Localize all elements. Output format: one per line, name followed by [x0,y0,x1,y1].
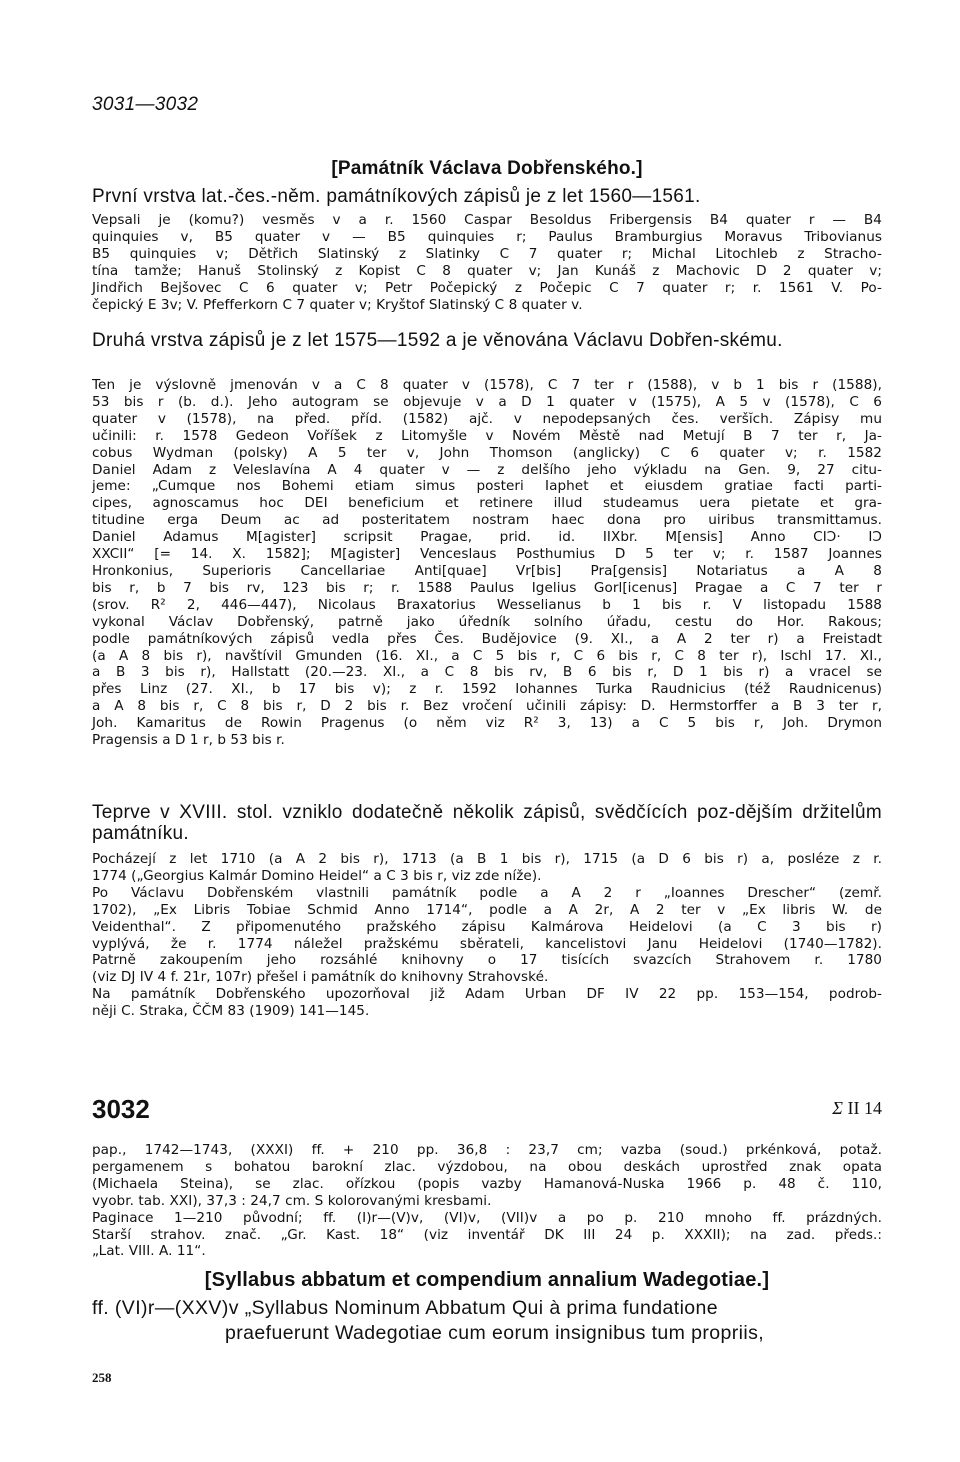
text-line: Po Václavu Dobřenském vlastnili památník podle a A 2 r „Ioannes Drescher“ (zemř. [92,884,882,901]
text-line: Veidenthal“. Z připomenutého pražského zápisu Kalmárova Heidelovi (a C 3 bis r) [92,918,882,935]
text-line: titudine erga Deum ac ad posteritatem nostram haec dona pro uiribus transmittamus. [92,512,882,529]
text-line: Pragensis a D 1 r, b 53 bis r. [92,732,285,749]
text-line: podle památníkových zápisů vedla přes Čes. Budějovice (9. XI., a A 2 ter r) a Freistadt [92,630,882,647]
entry-3031-layer-2: Druhá vrstva zápisů je z let 1575—1592 a je věnována Václavu Dobřen-skému. [92,330,783,351]
shelfmark-symbol: Σ [832,1098,843,1118]
text-line: Hronkonius, Superioris Cancellariae Anti[quae] Vr[bis] Pra[gensis] Notariatus a A 8 [92,562,882,579]
page-number: 258 [92,1370,112,1385]
text-line: Na památník Dobřenského upozorňoval již Adam Urban DF IV 22 pp. 153—154, podrob- [92,986,882,1003]
text-line: učinili: r. 1578 Gedeon Voříšek z Litomyšle v Novém Městě nad Metují B 7 ter r, Ja- [92,427,882,444]
text-line: quinquies v, B5 quater v — B5 quinquies r; Paulus Bramburgius Moravus Tribovianus [92,228,882,245]
text-line: B5 quinquies v; Dětřich Slatinský z Slatinky C 7 quater r; Michal Litochleb z Stracho- [92,245,882,262]
text-line: quater v (1578), na před. příd. (1582) ajč. v nepodepsaných čes. veršĭch. Zápisy mu [92,410,882,427]
entry-3031-paragraph-3 [92,851,882,1020]
text-line: 53 bis r (b. d.). Jeho autogram se objevuje v a D 1 quater v (1575), A 5 v (1578), C 6 [92,393,882,410]
text-line: (a A 8 bis r), navštívil Gmunden (16. XI., a C 5 bis r, C 6 bis r, C 8 ter r), Ischl 17. XI., [92,647,882,664]
text-line: Ten je výslovně jmenován v a C 8 quater v (1578), C 7 ter r (1588), v b 1 bis r (1588), [92,377,882,393]
text-line: pap., 1742—1743, (XXXI) ff. + 210 pp. 36,8 : 23,7 cm; vazba (soud.) prkénková, potaž. [92,1142,882,1158]
text-line: a A 8 bis r, C 8 bis r, D 2 bis r. Bez vročení učinili zápisy: D. Hermstorffer a B 3 ter r, [92,698,882,715]
text-line: XXCII“ [= 14. X. 1582]; M[agister] Venceslaus Posthumius D 5 ter v; r. 1587 Joannes [92,546,882,563]
text-line: Starší strahov. znač. „Gr. Kast. 18“ (viz inventář DK III 24 p. XXXII); na zad. předs.: [92,1226,882,1243]
entry-3031-title: [Památník Václava Dobřenského.] [331,158,643,179]
text-line: cipes, agnoscamus hoc DEI beneficium et retinere illud studeamus uera pietate et gra- [92,495,882,512]
text-line: (Michaela Steina), se zlac. ořízkou (popis vazby Hamanová-Nuska 1966 p. 48 č. 110, [92,1175,882,1192]
running-head: 3031—3032 [92,94,199,115]
text-line: jeme: „Cumque nos Bohemi etiam simus posteri Iaphet et eiusdem gratiae facti parti- [92,478,882,495]
folio-line-1: ff. (VI)r—(XXV)v „Syllabus Nominum Abbatum Qui à prima fundatione [92,1297,719,1319]
entry-3031-paragraph-2 [92,377,882,749]
folio-line-2: praefuerunt Wadegotiae cum eorum insignibus tum propriis, [225,1322,765,1344]
text-line: Vepsali je (komu?) vesměs v a r. 1560 Caspar Besoldus Fribergensis B4 quater r — B4 [92,212,882,228]
text-line: (srov. R² 2, 446—447), Nicolaus Braxatorius Wesselianus b 1 bis r. V listopadu 1588 [92,596,882,613]
entry-3032-folio-text [92,1296,882,1346]
entry-3031-layer-3: Teprve v XVIII. stol. vzniklo dodatečně několik zápisů, svědčících poz-dějším držitelům památníku. [92,802,882,844]
entry-3032-title: [Syllabus abbatum et compendium annalium Wadegotiae.] [204,1269,770,1291]
text-line: něji C. Straka, ČČM 83 (1909) 141—145. [92,1003,370,1020]
text-line: Joh. Kamaritus de Rowin Pragenus (o něm viz R² 3, 13) a C 5 bis r, Joh. Drymon [92,715,882,732]
text-line: Jindřich Bejšovec C 6 quater v; Petr Počepický z Počepic C 7 quater r; r. 1561 V. Po- [92,279,882,296]
text-line: Patrně zakoupením jeho rozsáhlé knihovny o 17 tisících svazcích Strahovem r. 1780 [92,952,882,969]
text-line: „Lat. VIII. A. 11“. [92,1243,206,1260]
text-line: a B 3 bis r), Hallstatt (20.—23. XI., a C 8 bis rv, B 6 bis r, D 1 bis r) a vracel se [92,664,882,681]
text-line: Daniel Adamus M[agister] scripsit Pragae, prid. id. IIXbr. M[ensis] Anno CIↃ· IↃ [92,529,882,546]
text-line: čepický E 3v; V. Pfefferkorn C 7 quater v; Kryštof Slatinský C 8 quater v. [92,296,583,313]
entry-3031-intro: První vrstva lat.-čes.-něm. památníkových zápisů je z let 1560—1561. [92,186,701,207]
shelfmark-value: II 14 [847,1098,882,1118]
text-line: 1702), „Ex Libris Tobiae Schmid Anno 1714“, podle a A 2r, A 2 ter v „Ex libris W. de [92,901,882,918]
text-line: tína tamže; Hanuš Stolinský z Kopist C 8 quater v; Jan Kunáš z Machovic D 2 quater v; [92,262,882,279]
text-line: Pocházejí z let 1710 (a A 2 bis r), 1713 (a B 1 bis r), 1715 (a D 6 bis r) a, posléze z r. [92,851,882,867]
text-line: Daniel Adam z Veleslavína A 4 quater v — z delšího jeho výkladu na Gen. 9, 27 citu- [92,461,882,478]
text-line: vyobr. tab. XXI), 37,3 : 24,7 cm. S kolorovanými kresbami. [92,1192,492,1209]
entry-3032-description [92,1142,882,1260]
text-line: přes Linz (27. XI., b 17 bis v); z r. 1592 Iohannes Turka Raudnicius (též Raudnicenus) [92,681,882,698]
text-line: (viz DJ IV 4 f. 21r, 107r) přešel i památník do knihovny Strahovské. [92,969,549,986]
text-line: 1774 („Georgius Kalmár Domino Heidel“ a C 3 bis r, viz zde níže). [92,867,542,884]
entry-3031-paragraph-1 [92,212,882,313]
text-line: Paginace 1—210 původní; ff. (I)r—(V)v, (VI)v, (VII)v a po p. 210 mnoho ff. prázdných. [92,1209,882,1226]
text-line: vyplývá, že r. 1774 náležel pražskému sběrateli, kancelistovi Janu Heidelovi (1740—1782). [92,935,882,952]
entry-number: 3032 [92,1094,150,1124]
shelfmark [832,1098,882,1119]
text-line: cobus Wydman (polsky) A 5 ter v, John Thomson (anglicky) C 6 quater v; r. 1582 [92,444,882,461]
text-line: bis r, b 7 bis rv, 123 bis r; r. 1588 Paulus Igelius Gorl[icenus] Pragae a C 7 ter r [92,579,882,596]
text-line: vykonal Václav Dobřenský, patrně jako úředník solního úřadu, cestu do Hor. Rakous; [92,613,882,630]
text-line: pergamenem s bohatou barokní zlac. výzdobou, na obou deskách uprostřed znak opata [92,1158,882,1175]
